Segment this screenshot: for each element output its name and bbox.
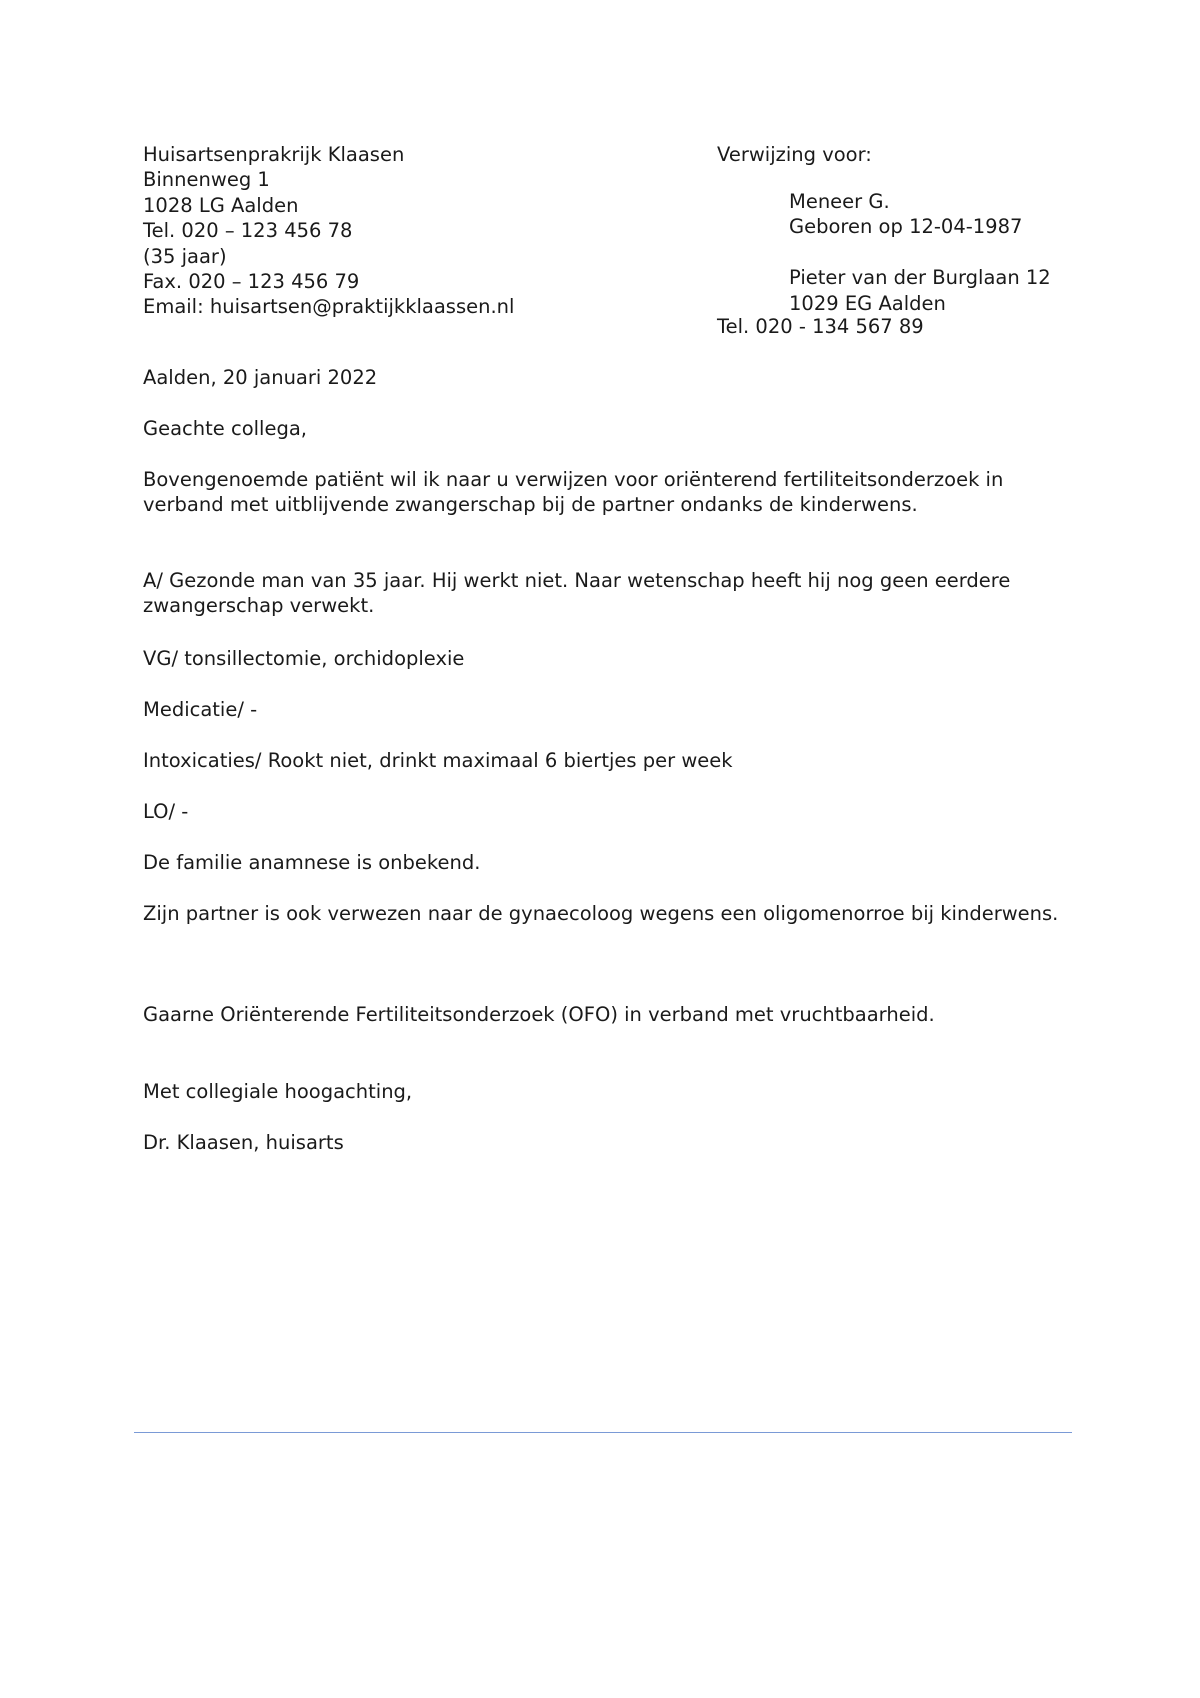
patient-tel: Tel. 020 - 134 567 89: [717, 315, 924, 338]
footer-separator-line: [134, 1432, 1072, 1433]
letter-closing: Met collegiale hoogachting,: [143, 1080, 413, 1103]
patient-street: Pieter van der Burglaan 12: [789, 266, 1051, 290]
patient-name: Meneer G.: [789, 190, 890, 213]
sender-email: Email: huisartsen@praktijkklaassen.nl: [143, 295, 515, 319]
sender-city: 1028 LG Aalden: [143, 193, 299, 217]
letter-family: De familie anamnese is onbekend.: [143, 851, 481, 874]
letter-signature: Dr. Klaasen, huisarts: [143, 1131, 344, 1154]
letter-medication: Medicatie/ -: [143, 698, 258, 721]
sender-age: (35 jaar): [143, 244, 227, 268]
sender-tel: Tel. 020 – 123 456 78: [143, 219, 353, 243]
patient-block: [789, 189, 1051, 316]
patient-city: 1029 EG Aalden: [789, 291, 946, 315]
referral-heading: Verwijzing voor:: [717, 143, 872, 166]
letter-request: Gaarne Oriënterende Fertiliteitsonderzoek (OFO) in verband met vruchtbaarheid.: [143, 1003, 935, 1026]
letter-exam: LO/ -: [143, 800, 189, 823]
patient-gap: [789, 240, 1051, 265]
letter-date: Aalden, 20 januari 2022: [143, 366, 378, 389]
sender-street: Binnenweg 1: [143, 168, 270, 192]
sender-address-block: [143, 142, 514, 320]
letter-intro: Bovengenoemde patiënt wil ik naar u verwijzen voor oriënterend fertiliteitsonderzoek in verband met uitblijvende zwangerschap bij de partner ondanks de kinderwens.: [143, 468, 1004, 516]
letter-intoxications: Intoxicaties/ Rookt niet, drinkt maximaal 6 biertjes per week: [143, 749, 733, 772]
letter-anamnesis: A/ Gezonde man van 35 jaar. Hij werkt niet. Naar wetenschap heeft hij nog geen eerdere zwangerschap verwekt.: [143, 569, 1011, 617]
letter-partner: Zijn partner is ook verwezen naar de gynaecoloog wegens een oligomenorroe bij kinderwens.: [143, 902, 1059, 925]
sender-name: Huisartsenprakrijk Klaasen: [143, 143, 405, 166]
letter-salutation: Geachte collega,: [143, 417, 307, 440]
letter-history: VG/ tonsillectomie, orchidoplexie: [143, 647, 465, 670]
patient-born: Geboren op 12-04-1987: [789, 215, 1023, 239]
sender-fax: Fax. 020 – 123 456 79: [143, 269, 360, 293]
